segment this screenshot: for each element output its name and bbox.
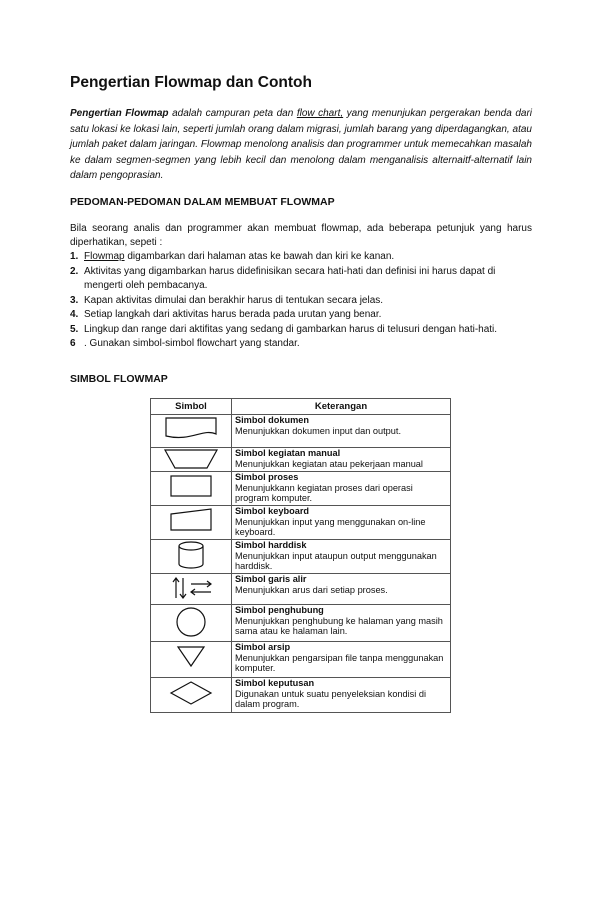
symbol-description: Menunjukkan input yang menggunakan on-line keyboard. — [235, 516, 426, 537]
intro-term: Pengertian Flowmap — [70, 108, 169, 119]
symbol-description: Menunjukkan arus dari setiap proses. — [235, 584, 388, 595]
table-row — [151, 506, 451, 540]
list-item: 2. Aktivitas yang digambarkan harus didefinisikan secara hati-hati dan definisi ini harus dapat di mengerti oleh pembacanya. — [70, 265, 496, 291]
list-item: 6 . Gunakan simbol-simbol flowchart yang standar. — [70, 338, 300, 349]
symbol-description: Menunjukkan penghubung ke halaman yang masih sama atau ke halaman lain. — [235, 615, 443, 636]
simbol-heading: SIMBOL FLOWMAP — [70, 373, 168, 385]
intro-text-1: adalah campuran peta dan — [168, 108, 297, 119]
symbol-name: Simbol keyboard — [235, 506, 310, 516]
decision-icon — [163, 678, 219, 708]
manual-operation-icon — [163, 448, 219, 470]
symbol-description: Menunjukkann kegiatan proses dari operasi program komputer. — [235, 482, 413, 503]
page-title: Pengertian Flowmap dan Contoh — [70, 74, 312, 91]
process-icon — [163, 472, 219, 500]
flowmap-link[interactable]: Flowmap — [84, 251, 125, 262]
intro-paragraph — [70, 106, 532, 184]
symbol-description: Digunakan untuk suatu penyeleksian kondisi di dalam program. — [235, 688, 427, 709]
symbol-table — [150, 398, 451, 713]
list-item: 3. Kapan aktivitas dimulai dan berakhir harus di tentukan secara jelas. — [70, 294, 384, 306]
symbol-description: Menunjukkan pengarsipan file tanpa menggunakan komputer. — [235, 652, 444, 673]
pedoman-heading: PEDOMAN-PEDOMAN DALAM MEMBUAT FLOWMAP — [70, 196, 335, 208]
symbol-name: Simbol harddisk — [235, 540, 307, 550]
table-row — [151, 448, 451, 472]
symbol-name: Simbol garis alir — [235, 574, 307, 584]
connector-icon — [163, 605, 219, 639]
flow-chart-link[interactable]: flow chart, — [296, 108, 344, 119]
symbol-name: Simbol arsip — [235, 642, 291, 652]
archive-icon — [163, 642, 219, 670]
symbol-name: Simbol keputusan — [235, 678, 315, 688]
harddisk-icon — [163, 540, 219, 570]
list-item: 4. Setiap langkah dari aktivitas harus berada pada urutan yang benar. — [70, 309, 382, 320]
symbol-description: Menunjukkan input ataupun output menggunakan harddisk. — [235, 550, 437, 571]
symbol-description: Menunjukkan dokumen input dan output. — [235, 425, 402, 436]
symbol-description: Menunjukkan kegiatan atau pekerjaan manual — [235, 458, 423, 469]
pedoman-steps-list — [70, 250, 535, 352]
intro-text-2: yang menunjukan pergerakan benda dari satu lokasi ke lokasi lain, seperti jumlah orang dalam migrasi, jumlah barang yang diperdagangkan, atau jumlah paket dalam jaringan. Flowmap menolong analisis dan programmer untuk memecahkan masalah ke dalam segmen-segmen yang lebih kecil dan menolong dalam menganalisis alternaitf-alternatif lain dalam pengoprasian. — [70, 108, 532, 181]
list-item: 1. Flowmap digambarkan dari halaman atas ke bawah dan kiri ke kanan. — [70, 251, 395, 262]
table-row — [151, 642, 451, 678]
flow-arrows-icon — [163, 574, 219, 602]
table-row — [151, 415, 451, 448]
column-header-symbol: Simbol — [151, 399, 232, 415]
pedoman-paragraph: Bila seorang analis dan programmer akan membuat flowmap, ada beberapa petunjuk yang harus diperhatikan, sepeti : — [70, 223, 532, 248]
symbol-name: Simbol proses — [235, 472, 299, 482]
table-row — [151, 605, 451, 642]
document-icon — [163, 415, 219, 441]
column-header-description: Keterangan — [232, 399, 451, 415]
keyboard-input-icon — [163, 506, 219, 534]
table-row — [151, 678, 451, 713]
table-row — [151, 574, 451, 605]
table-row — [151, 472, 451, 506]
symbol-name: Simbol penghubung — [235, 605, 324, 615]
list-item: 5. Lingkup dan range dari aktifitas yang sedang di gambarkan harus di telusuri dengan hati-hati. — [70, 323, 498, 335]
table-row — [151, 540, 451, 574]
table-header-row — [151, 399, 451, 415]
symbol-name: Simbol dokumen — [235, 415, 310, 425]
symbol-name: Simbol kegiatan manual — [235, 448, 341, 458]
